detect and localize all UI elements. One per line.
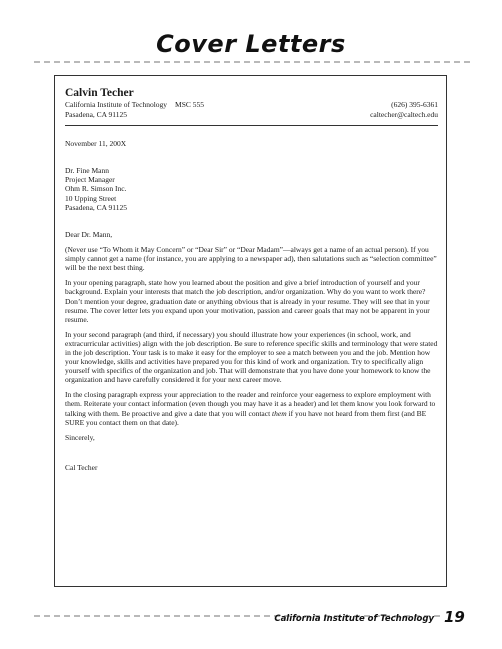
valediction: Sincerely, <box>65 432 95 442</box>
sender-phone: (626) 395-6361 <box>391 100 438 109</box>
page-title: Cover Letters <box>156 30 346 58</box>
recipient-line: Project Manager <box>65 175 115 185</box>
letter-body <box>65 139 438 472</box>
letter-date: November 11, 200X <box>65 139 127 148</box>
letterhead <box>65 86 438 119</box>
signature: Cal Techer <box>65 462 98 472</box>
sender-city: Pasadena, CA 91125 <box>65 109 128 119</box>
page-number: 19 <box>444 608 465 626</box>
letterhead-row-1 <box>65 100 438 110</box>
sender-institution: California Institute of Technology <box>65 100 168 109</box>
letterhead-rule <box>65 125 438 126</box>
emphasized-word: them <box>272 408 287 418</box>
recipient-line: Pasadena, CA 91125 <box>65 202 128 212</box>
body-paragraph: (Never use “To Whom it May Concern” or “Dear Sir” or “Dear Madam”—always get a name of an actual person). If you simply cannot get a name (for instance, you are applying to a newspaper ad), then salutations such as “selection committee” will be the next best thing. <box>65 245 437 273</box>
top-dashed-divider <box>34 61 470 63</box>
sender-email: caltecher@caltech.edu <box>370 109 438 119</box>
sender-mail-stop: MSC 555 <box>175 100 204 109</box>
sample-letter <box>54 75 447 587</box>
letterhead-row-2 <box>65 110 438 120</box>
body-paragraph: In your second paragraph (and third, if necessary) you should illustrate how your experiences (in school, work, and extracurricular activities) align with the job description. Be sure to reference specific skills and terminology that were stated in the job description. Your task is to make it easy for the employer to see a match between you and the job. Mention how your knowledge, skills and activities have prepared you for this kind of work and organization. Try to specifically align yourself with specifics of the organization and job. That will demonstrate that you have done your homework to know the organization and have carefully considered it for your next career move. <box>65 329 438 385</box>
body-paragraph: In your opening paragraph, state how you learned about the position and give a brief introduction of yourself and your background. Explain your interests that match the job description, and/or organization. Why do you want to work there? Don’t mention your degree, graduation date or anything obvious that is already in your resume. They will see that in your resume. The cover letter lets you expand upon your motivation, passion and career goals that may not be apparent in your resume. <box>65 278 430 324</box>
recipient-line: 10 Upping Street <box>65 193 117 203</box>
recipient-line: Dr. Fine Mann <box>65 166 109 176</box>
sender-name: Calvin Techer <box>65 87 134 99</box>
closing-paragraph: In the closing paragraph express your appreciation to the reader and reinforce your eagerness to explore employment with them. Reiterate your contact information (even though you may have it as a header) and let them know you look forward to talking with them. Be proactive and give a date that you will contact them if you have not heard from them first (and BE SURE you contact them on that date). <box>65 390 436 427</box>
footer-organization: California Institute of Technology <box>274 614 434 624</box>
salutation: Dear Dr. Mann, <box>65 229 113 239</box>
recipient-line: Ohm R. Simson Inc. <box>65 184 127 194</box>
